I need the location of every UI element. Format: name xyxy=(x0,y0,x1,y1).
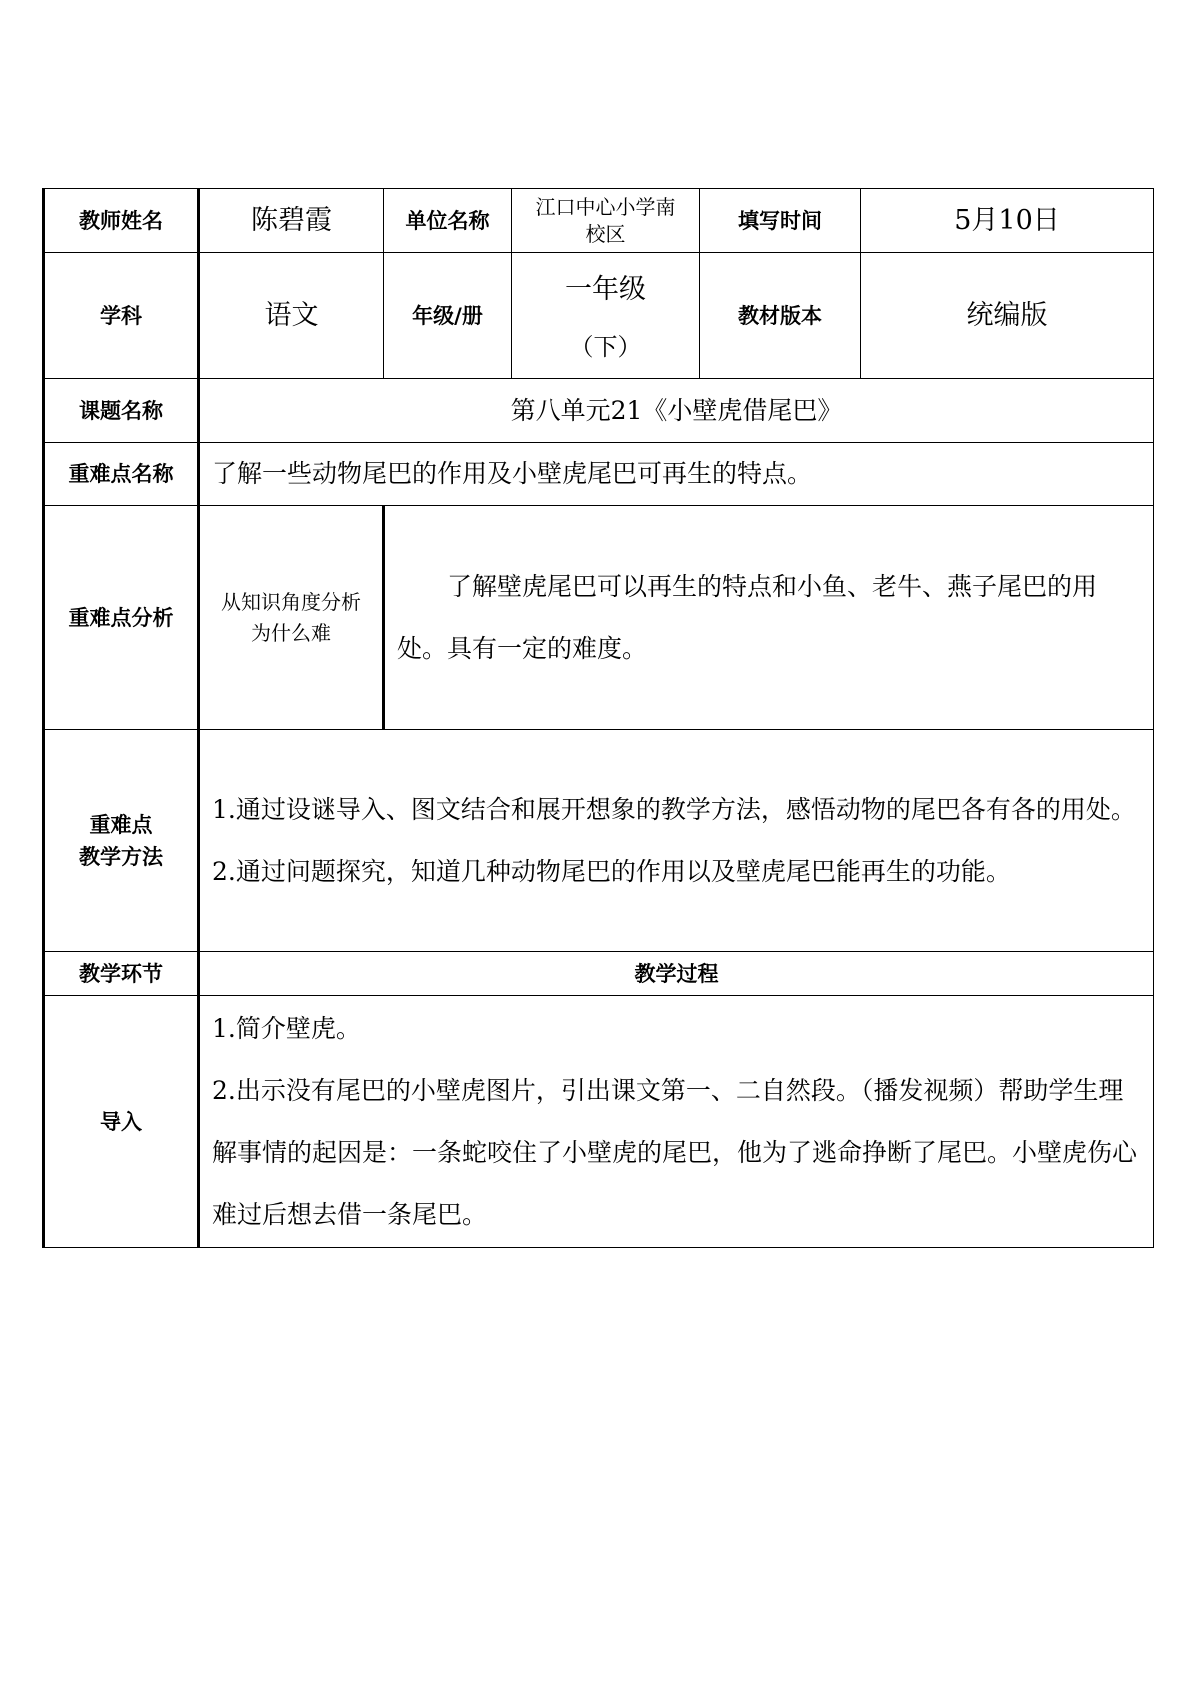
unit-name-line2: 校区 xyxy=(585,221,626,246)
method-label-line2: 教学方法 xyxy=(79,844,163,869)
intro-label: 导入 xyxy=(44,996,199,1248)
intro-item-2: 2.出示没有尾巴的小壁虎图片，引出课文第一、二自然段。（播发视频）帮助学生理解事情的起因是：一条蛇咬住了小壁虎的尾巴，他为了逃命挣断了尾巴。小壁虎伤心难过后想去借一条尾巴。 xyxy=(212,1075,1138,1229)
teaching-process-header: 教学过程 xyxy=(199,952,1154,996)
method-row xyxy=(44,730,1154,952)
analysis-sub-label xyxy=(199,506,384,730)
lesson-plan-table xyxy=(42,188,1154,1248)
lesson-plan-document xyxy=(42,188,1152,1248)
subject-label: 学科 xyxy=(44,253,199,379)
teacher-name-value: 陈碧霞 xyxy=(199,189,384,253)
grade-label: 年级/册 xyxy=(384,253,512,379)
lesson-title-value: 第八单元21《小壁虎借尾巴》 xyxy=(199,379,1154,443)
analysis-sub-label-line2: 为什么难 xyxy=(251,620,331,645)
method-label-line1: 重难点 xyxy=(89,812,153,837)
edition-label: 教材版本 xyxy=(700,253,861,379)
lesson-row xyxy=(44,379,1154,443)
intro-row xyxy=(44,996,1154,1248)
teacher-name-label: 教师姓名 xyxy=(44,189,199,253)
edition-value: 统编版 xyxy=(861,253,1154,379)
teaching-step-header: 教学环节 xyxy=(44,952,199,996)
analysis-row xyxy=(44,506,1154,730)
analysis-sub-label-line1: 从知识角度分析 xyxy=(221,589,361,614)
method-value xyxy=(199,730,1154,952)
key-point-value xyxy=(199,443,1154,506)
grade-value xyxy=(512,253,700,379)
analysis-text: 了解壁虎尾巴可以再生的特点和小鱼、老牛、燕子尾巴的用处。具有一定的难度。 xyxy=(397,571,1098,663)
method-label xyxy=(44,730,199,952)
subject-row xyxy=(44,253,1154,379)
grade-line1: 一年级 xyxy=(565,273,646,305)
unit-name-label: 单位名称 xyxy=(384,189,512,253)
analysis-value xyxy=(384,506,1154,730)
lesson-title-label: 课题名称 xyxy=(44,379,199,443)
fill-date-value: 5月10日 xyxy=(861,189,1154,253)
subject-value: 语文 xyxy=(199,253,384,379)
grade-line2: （下） xyxy=(569,332,642,361)
unit-name-line1: 江口中心小学南 xyxy=(535,194,676,219)
unit-name-value xyxy=(512,189,700,253)
method-item-2: 2.通过问题探究，知道几种动物尾巴的作用以及壁虎尾巴能再生的功能。 xyxy=(212,856,1011,886)
fill-date-label: 填写时间 xyxy=(700,189,861,253)
key-point-text: 了解一些动物尾巴的作用及小壁虎尾巴可再生的特点。 xyxy=(212,459,813,488)
process-header-row xyxy=(44,952,1154,996)
intro-item-1: 1.简介壁虎。 xyxy=(212,1013,361,1043)
key-point-row xyxy=(44,443,1154,506)
header-row xyxy=(44,189,1154,253)
intro-value xyxy=(199,996,1154,1248)
key-point-label: 重难点名称 xyxy=(44,443,199,506)
method-item-1: 1.通过设谜导入、图文结合和展开想象的教学方法，感悟动物的尾巴各有各的用处。 xyxy=(212,794,1136,824)
analysis-label: 重难点分析 xyxy=(44,506,199,730)
